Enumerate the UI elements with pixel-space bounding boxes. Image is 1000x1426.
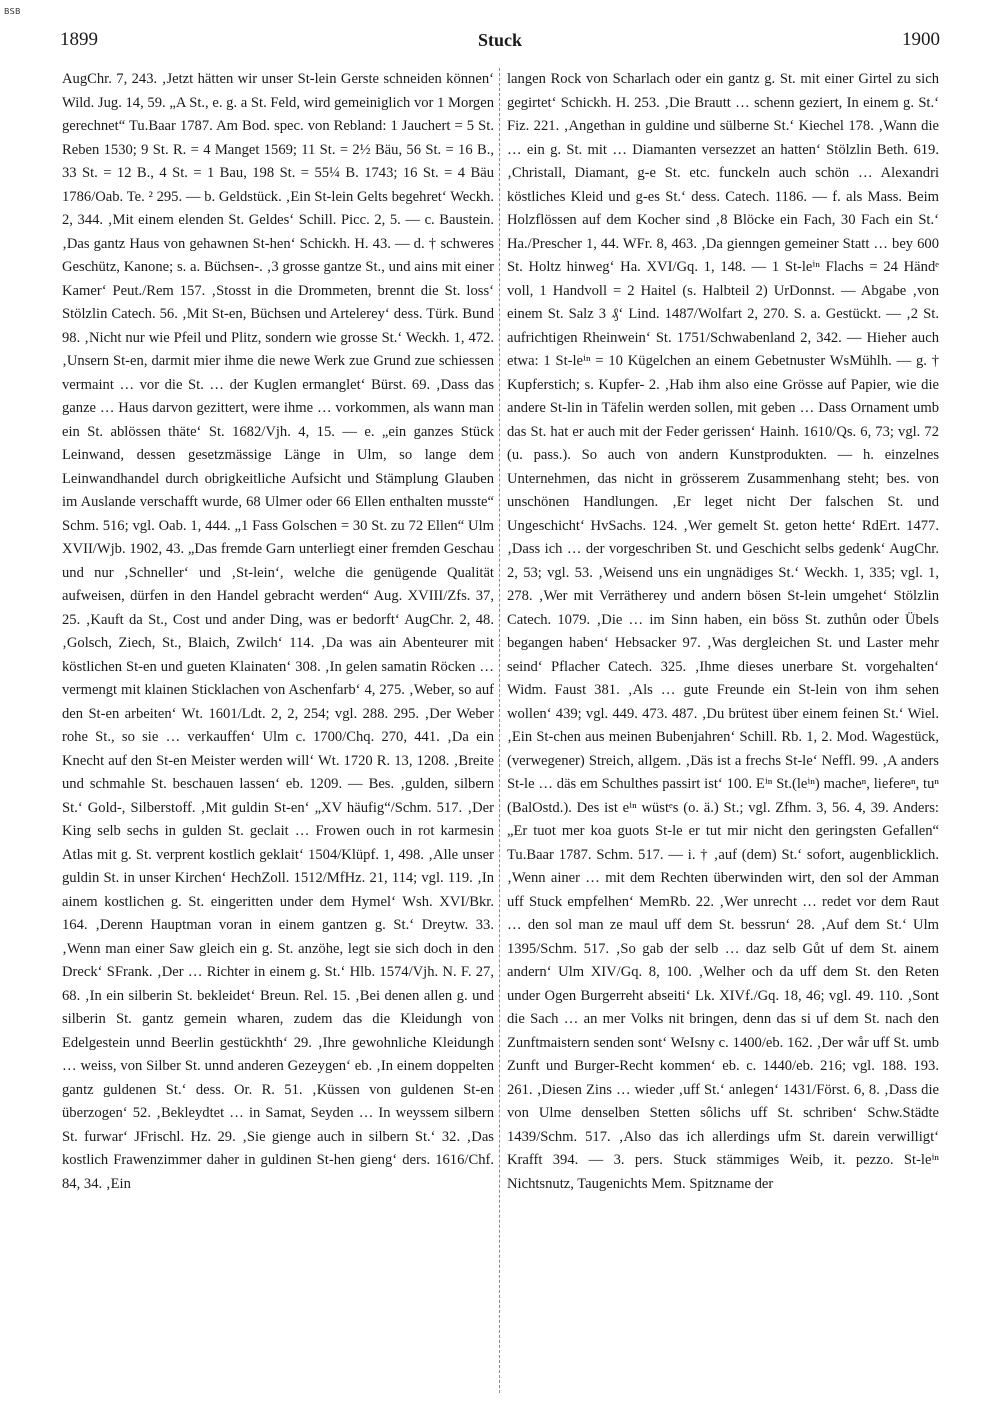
left-column [62,68,494,1398]
page-title: Stuck [477,29,522,50]
page-number-left: 1899 [60,29,98,50]
page-header [60,28,940,52]
right-column [507,68,939,1398]
library-stamp: BSB [4,7,21,16]
right-column-text: langen Rock von Scharlach oder ein gantz g. St. mit einer Girtel zu sich gegirtet‘ Schickh. H. 253. ‚Die Brautt … schenn geziert, In einem g. St.‘ Fiz. 221. ‚Angethan in guldine und sülberne St.‘ Kiechel 178. ‚Wann die … ein g. St. mit … Diamanten versezzet an hatten‘ Stölzlin Beth. 619. ‚Christall, Diamant, g-e St. etc. funckeln auch schön … Alexandri köstliches Kleid und g-es St.‘ dess. Catech. 1186. — f. als Mass. Beim Holzflössen auf dem Kocher sind ‚8 Blöcke ein Fach, 30 Fach ein St.‘ Ha./Prescher 1, 44. WFr. 8, 463. ‚Da gienngen gemeiner Statt … bey 600 St. Holtz hinweg‘ Ha. XVI/Gq. 1, 148. — 1 St-leⁱⁿ Flachs = 24 Händᵉ voll, 1 Handvoll = 2 Haitel (s. Halbteil 2) UrDonnst. — Abgabe ‚von einem St. Salz 3 ₰‘ Lind. 1487/Wolfart 2, 270. S. a. Gestückt. — ‚2 St. aufrichtigen Rheinwein‘ St. 1751/Schwabenland 2, 342. — Hieher auch etwa: 1 St-leⁱⁿ = 10 Kügelchen an einem Gebetnuster WsMühlh. — g. † Kupferstich; s. Kupfer- 2. ‚Hab ihm also eine Grösse auf Papier, wie die andere St-lin in Täfelin werden sollen, mit geben … Dass Ornament umb das St. hat er auch mit der Feder gerissen‘ Hainh. 1610/Qs. 6, 73; vgl. 72 (u. pass.). So auch von andern Kunstprodukten. — h. einzelnes Unternehmen, das nicht in grösserem Zusammenhang steht; bes. von unschönen Handlungen. ‚Er leget nicht Der falschen St. und Ungeschicht‘ HvSachs. 124. ‚Wer gemelt St. geton hette‘ RdErt. 1477. ‚Dass ich … der vorgeschriben St. und Geschicht selbs gedenk‘ AugChr. 2, 53; vgl. 53. ‚Weisend uns ein ungnädiges St.‘ Weckh. 1, 335; vgl. 1, 278. ‚Wer mit Verrätherey und andern bösen St-lein umgehet‘ Stölzlin Catech. 1079. ‚Die … im Sinn haben, ein böss St. zuthůn oder Übels begangen haben‘ Hebsacker 97. ‚Was dergleichen St. und Laster mehr seind‘ Pflacher Catech. 325. ‚Ihme dieses unerbare St. vorgehalten‘ Widm. Faust 381. ‚Als … gute Freunde ein St-lein von ihm sehen wollen‘ 439; vgl. 449. 473. 487. ‚Du brütest über einem feinen St.‘ Wiel. ‚Ein St-chen aus meinen Bubenjahren‘ Schill. Rb. 1, 2. Mod. Wagestück, (verwegener) Streich, allgem. ‚Däs ist a frechs St-le‘ Neffl. 99. ‚A anders St-le … däs em Schulthes passirt ist‘ 100. Eⁱⁿ St.(leⁱⁿ) macheⁿ, liefereⁿ, tuⁿ (BalOstd.). Des ist eⁱⁿ wüstᵉs (o. ä.) St.; vgl. Zfhm. 3, 56. 4, 39. Anders: „Er tuot mer koa guots St-le er tut mir nicht den geringsten Gefallen“ Tu.Baar 1787. Schm. 517. — i. † ‚auf (dem) St.‘ sofort, augenblicklich. ‚Wenn ainer … mit dem Rechten überwinden wirt, den sol der Amman uff Stuck empfelhen‘ MemRb. 22. ‚Wer unrecht … redet vor dem Raut … den sol man ze maul uff dem St. bessrun‘ 28. ‚Auf dem St.‘ Ulm 1395/Schm. 517. ‚So gab der selb … daz selb Gůt uf dem St. ainem andern‘ Ulm XIV/Gq. 8, 100. ‚Welher och da uff dem St. den Reten under Ogen Burgerreht abseiti‘ Lk. XIVf./Gq. 18, 46; vgl. 49. 110. ‚Sont die Sach … an mer Volks nit bringen, denn das si uf dem St. nach den Zunftmaistern senden sont‘ WeIsny c. 1400/eb. 162. ‚Der wår uff St. umb Zunft und Burger-Recht kommen‘ eb. c. 1440/eb. 216; vgl. 188. 193. 261. ‚Diesen Zins … wieder ‚uff St.‘ anlegen‘ 1431/Först. 6, 8. ‚Dass die von Ulme denselben Stetten sôlichs uff St. schriben‘ Schw.Städte 1439/Schm. 517. ‚Also das ich allerdings ufm St. darein verwilligt‘ Krafft 394. — 3. pers. Stuck stämmiges Weib, it. pezzo. St-leⁱⁿ Nichtsnutz, Taugenichts Mem. Spitzname der [507,71,939,1192]
left-column-text: AugChr. 7, 243. ‚Jetzt hätten wir unser St-lein Gerste schneiden können‘ Wild. Jug. 14, 59. „A St., e. g. a St. Feld, wird gemeiniglich vor 1 Morgen gerechnet“ Tu.Baar 1787. Am Bod. spec. von Rebland: 1 Jauchert = 5 St. Reben 1530; 9 St. R. = 4 Manget 1569; 11 St. = 2½ Bäu, 56 St. = 16 B., 33 St. = 12 B., 4 St. = 1 Bau, 198 St. = 55¼ B. 1743; 16 St. = 4 Bäu 1786/Oab. Te. ² 295. — b. Geldstück. ‚Ein St-lein Gelts begehret‘ Weckh. 2, 344. ‚Mit einem elenden St. Geldes‘ Schill. Picc. 2, 5. — c. Baustein. ‚Das gantz Haus von gehawnen St-hen‘ Schickh. H. 43. — d. † schweres Geschütz, Kanone; s. a. Büchsen-. ‚3 grosse gantze St., und ains mit einer Kamer‘ Peut./Rem 157. ‚Stosst in die Drommeten, brennt die St. loss‘ Stölzlin Catech. 56. ‚Mit St-en, Büchsen und Artelerey‘ dess. Türk. Bund 98. ‚Nicht nur wie Pfeil und Plitz, sondern wie grosse St.‘ Weckh. 1, 472. ‚Unsern St-en, darmit mier ihme die newe Werk zue Grund zue schiessen vermaint … vor die St. … der Kuglen ermanglet‘ Bürst. 69. ‚Dass das ganze … Haus darvon gezittert, were ihme … vorkommen, als wann man ein St. ablössen thäte‘ St. 1682/Vjh. 4, 15. — e. „ein ganzes Stück Leinwand, dessen gesetzmässige Länge in Ulm, so lange dem Leinwandhandel durch obrigkeitliche Aufsicht und Stämplung Glauben im Auslande verschafft wurde, 68 Ulmer oder 66 Ellen enthalten musste“ Schm. 516; vgl. Oab. 1, 444. „1 Fass Golschen = 30 St. zu 72 Ellen“ Ulm XVII/Wjb. 1902, 43. „Das fremde Garn unterliegt einer fremden Geschau und nur ‚Schneller‘ und ‚St-lein‘, welche die genügende Qualität aufweisen, dürfen in den Handel gebracht werden“ Aug. XVIII/Zfs. 37, 25. ‚Kauft da St., Cost und ander Ding, was er bedorft‘ AugChr. 2, 48. ‚Golsch, Ziech, St., Blaich, Zwilch‘ 114. ‚Da was ain Abenteurer mit köstlichen St-en und gueten Klainaten‘ 308. ‚In gelen samatin Röcken … vermengt mit klainen Sticklachen von Aschenfarb‘ 4, 275. ‚Weber, so auf den St-en arbeiten‘ Wt. 1601/Ldt. 2, 2, 254; vgl. 288. 295. ‚Der Weber rohe St., so sie … verkauffen‘ Ulm c. 1700/Chq. 270, 441. ‚Da ein Knecht auf den St-en Meister werden will‘ Wt. 1720 R. 13, 1208. ‚Breite und schmahle St. beschauen lassen‘ eb. 1209. — Bes. ‚gulden, silbern St.‘ Gold-, Silberstoff. ‚Mit guldin St-en‘ „XV häufig“/Schm. 517. ‚Der King selb sechs in gulden St. geclait … Frowen ouch in rot karmesin Atlas mit g. St. verprent kostlich geklait‘ 1504/Klüpf. 1, 498. ‚Alle unser guldin St. in unser Kirchen‘ HechZoll. 1512/MfHz. 21, 114; vgl. 119. ‚In ainem kostlichen g. St. eingeritten under dem Hymel‘ Wsh. XVI/Bkr. 164. ‚Derenn Hauptman voran in einem gantzen g. St.‘ Dreytw. 33. ‚Wenn man einer Saw gleich ein g. St. anzöhe, legt sie sich doch in den Dreck‘ SFrank. ‚Der … Richter in einem g. St.‘ Hlb. 1574/Vjh. N. F. 27, 68. ‚In ein silberin St. bekleidet‘ Breun. Rel. 15. ‚Bei denen allen g. und silberin St. gantz gemein wharen, zudem das die Kleidungh von Edelgestein unnd Beerlin gestückhth‘ 29. ‚Ihre gewohnliche Kleidungh … weiss, von Silber St. unnd anderen Gezeygen‘ eb. ‚In einem doppelten gantz guldenen St.‘ dess. Or. R. 51. ‚Küssen von guldenen St-en überzogen‘ 52. ‚Bekleydtet … in Samat, Seyden … In weyssem silbern St. furwar‘ JFrischl. Hz. 29. ‚Sie gienge auch in silbern St.‘ 32. ‚Das kostlich Frawenzimmer daher in guldinen St-hen gieng‘ ders. 1616/Chf. 84, 34. ‚Ein [62,71,494,1192]
column-divider [499,68,500,1393]
page-number-right: 1900 [901,29,940,50]
